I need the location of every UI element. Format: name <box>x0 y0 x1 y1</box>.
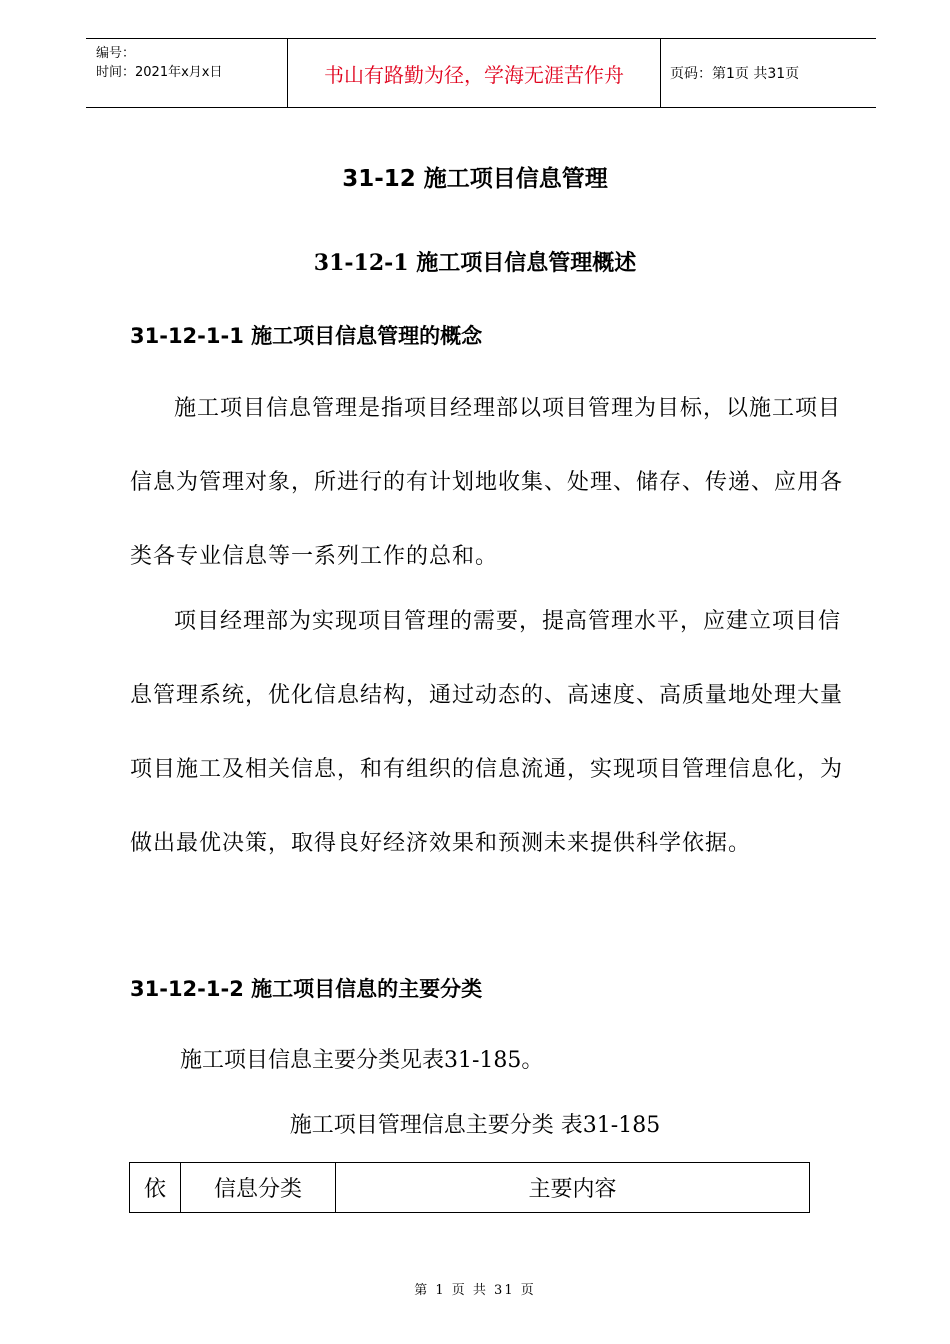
paragraph-system <box>130 585 855 881</box>
table-header-cell: 依 <box>130 1163 181 1213</box>
classification-table <box>129 1162 810 1213</box>
document-title: 31-12 施工项目信息管理 <box>342 166 608 192</box>
paragraph-table-ref: 施工项目信息主要分类见表31-185。 <box>180 1048 544 1073</box>
header-motto: 书山有路勤为径，学海无涯苦作舟 <box>288 39 661 107</box>
time-label: 时间：2021年x月x日 <box>96 65 223 80</box>
paragraph-text: 项目经理部为实现项目管理的需要，提高管理水平，应建立项目信息管理系统，优化信息结构，通过动态的、高速度、高质量地处理大量项目施工及相关信息，和有组织的信息流通，实现项目管理信息化，为做出最优决策，取得良好经济效果和预测未来提供科学依据。 <box>130 609 844 856</box>
table-header-cell: 主要内容 <box>336 1163 810 1213</box>
number-label: 编号： <box>96 46 136 61</box>
subsection-heading-concept: 31-12-1-1 施工项目信息管理的概念 <box>130 324 483 348</box>
subsection-heading-classification: 31-12-1-2 施工项目信息的主要分类 <box>130 977 483 1001</box>
table-header-cell: 信息分类 <box>181 1163 336 1213</box>
page-footer: 第 1 页 共 31 页 <box>414 1283 536 1298</box>
header-meta <box>86 39 288 107</box>
section-heading: 31-12-1 施工项目信息管理概述 <box>313 250 637 276</box>
paragraph-concept <box>130 372 855 594</box>
paragraph-text: 施工项目信息管理是指项目经理部以项目管理为目标，以施工项目信息为管理对象，所进行的有计划地收集、处理、储存、传递、应用各类各专业信息等一系列工作的总和。 <box>130 396 844 569</box>
header-page-info: 页码：第1页 共31页 <box>670 66 800 82</box>
table-header-row <box>130 1163 810 1213</box>
page-header <box>86 38 876 108</box>
table-caption: 施工项目管理信息主要分类 表31-185 <box>289 1113 661 1138</box>
